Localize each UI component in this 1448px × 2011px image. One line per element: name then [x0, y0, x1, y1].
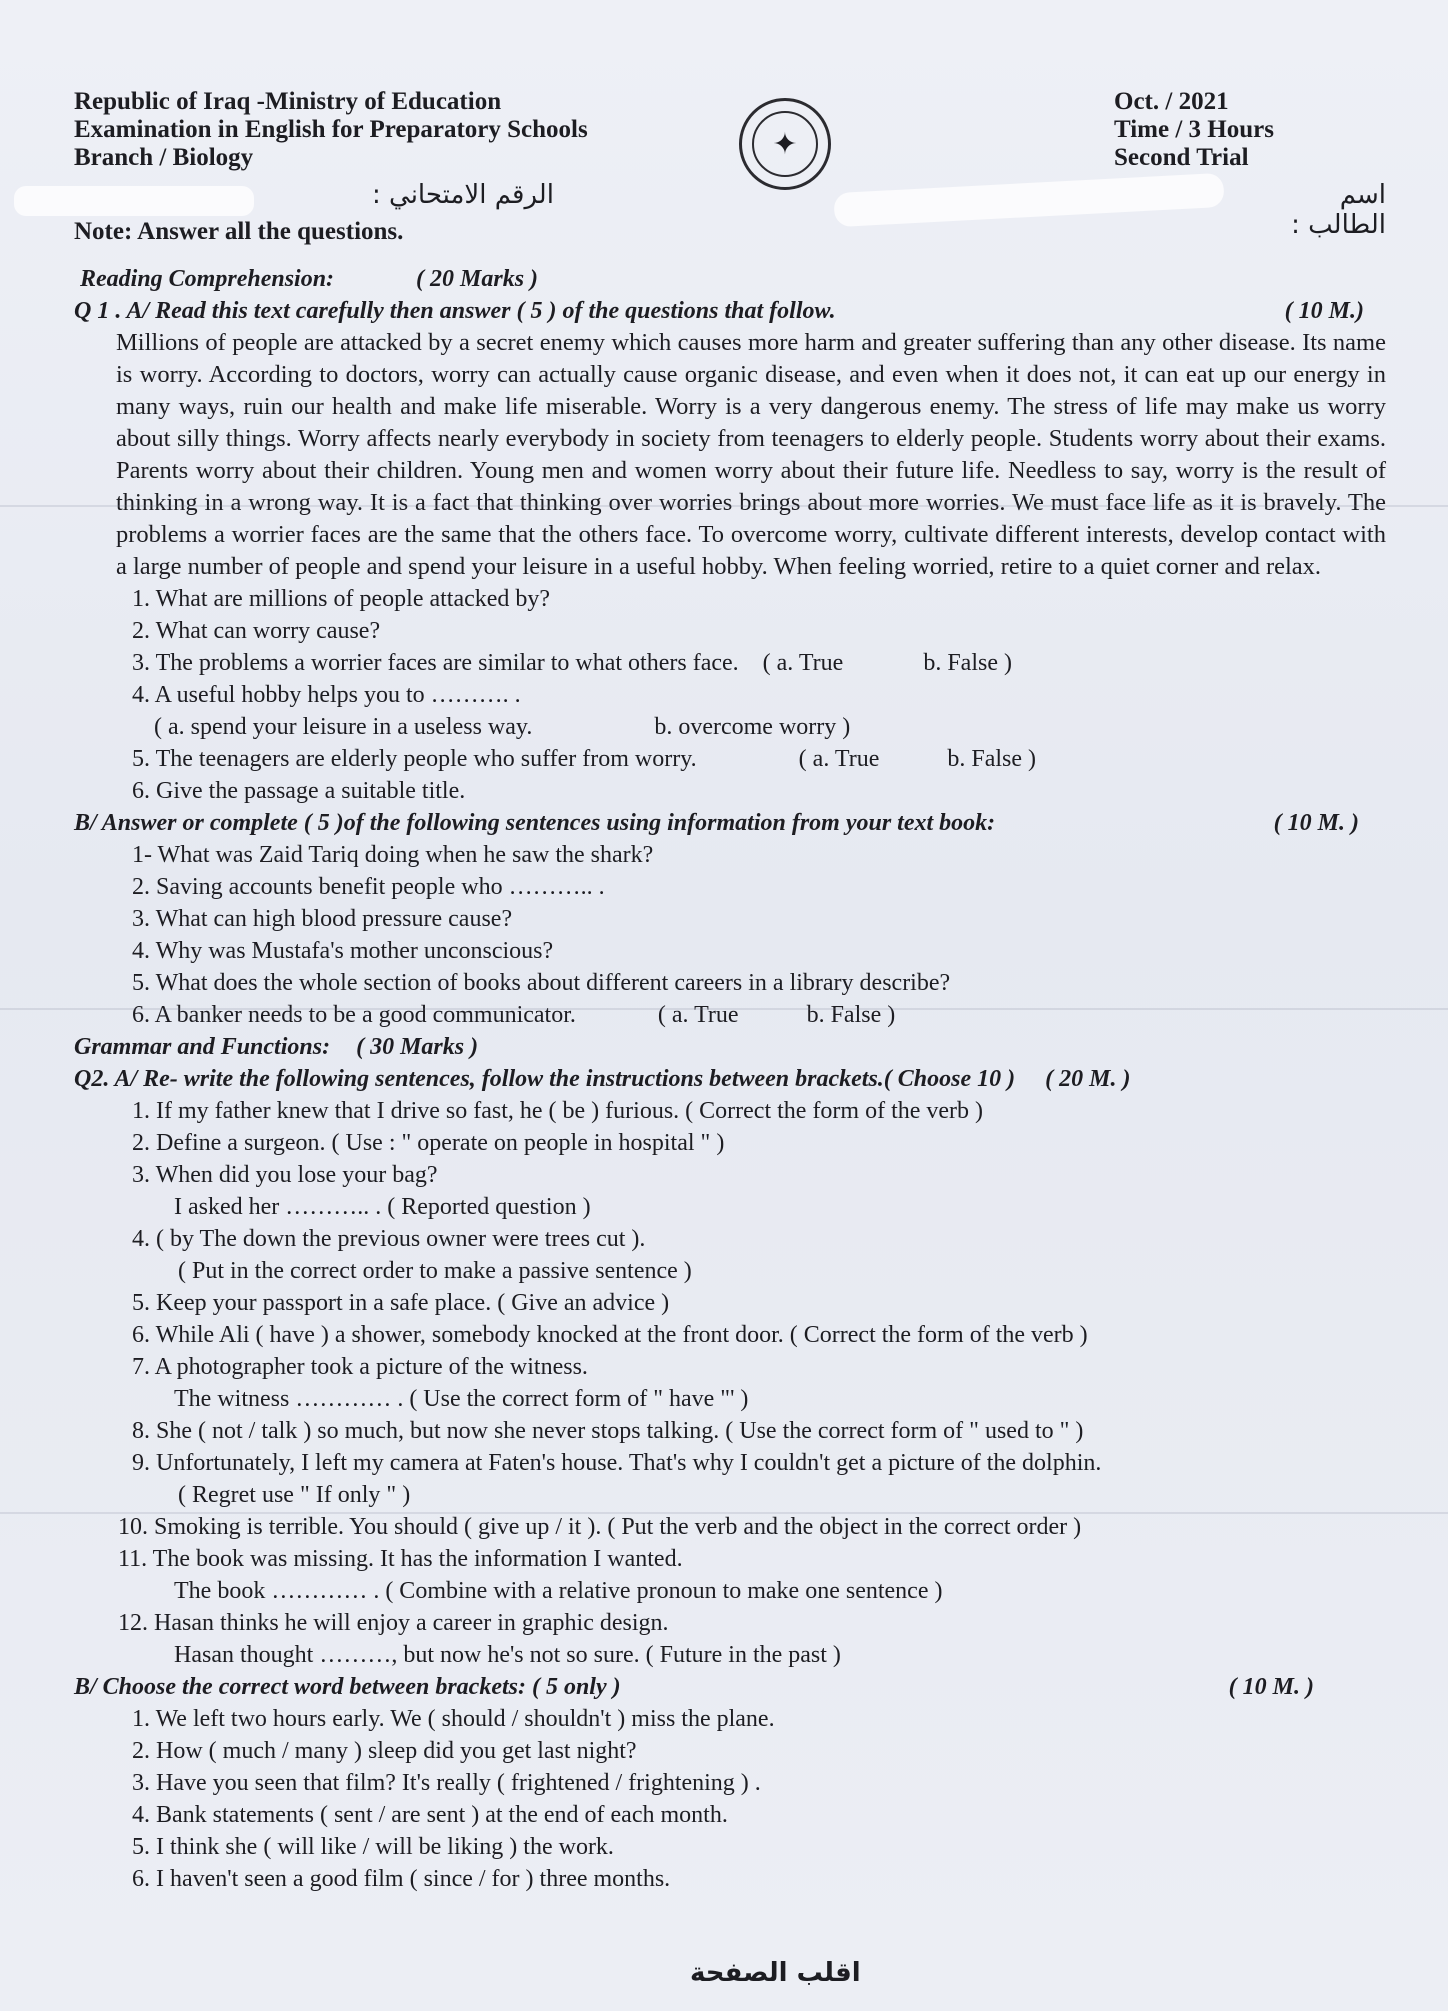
exam-header: [74, 88, 1386, 263]
q2b-item: 5. I think she ( will like / will be liking ) the work.: [132, 1834, 614, 1860]
q1a-title-row: [74, 295, 1364, 327]
q2a-item: Hasan thought ………, but now he's not so sure. ( Future in the past ): [174, 1642, 841, 1668]
q1b-marks: ( 10 M. ): [1273, 810, 1359, 836]
exam-line: Examination in English for Preparatory Schools: [74, 116, 588, 143]
q2a-title: Q2. A/ Re- write the following sentences, follow the instructions between brackets.( Choose 10 ): [74, 1066, 1016, 1092]
q1b-title: B/ Answer or complete ( 5 )of the following sentences using information from your text book:: [74, 810, 996, 836]
q1b-question: 5. What does the whole section of books about different careers in a library describe?: [132, 970, 951, 996]
student-name-label: اسم الطالب :: [1291, 180, 1386, 240]
q2a-list: [74, 1095, 1386, 1671]
redaction-mark: [833, 173, 1224, 227]
reading-section: [74, 263, 1386, 1031]
q2a-marks: ( 20 M. ): [1045, 1066, 1131, 1092]
q2b-item: 3. Have you seen that film? It's really ( frightened / frightening ) .: [132, 1770, 761, 1796]
option-b: b. overcome worry ): [654, 714, 851, 740]
q2b-item: 6. I haven't seen a good film ( since / for ) three months.: [132, 1866, 671, 1892]
q1b-question: [132, 999, 1386, 1031]
q1a-question-text: 3. The problems a worrier faces are similar to what others face.: [132, 650, 739, 676]
q2a-item: The book ………… . ( Combine with a relative pronoun to make one sentence ): [174, 1578, 943, 1604]
exam-time: Time / 3 Hours: [1114, 116, 1274, 143]
q2a-title-row: [74, 1063, 1386, 1095]
option-true: ( a. True: [657, 1002, 739, 1028]
option-a: ( a. spend your leisure in a useless way.: [154, 714, 533, 740]
q1a-title: Q 1 . A/ Read this text carefully then answer ( 5 ) of the questions that follow.: [74, 298, 836, 324]
q2a-item: I asked her ……….. . ( Reported question ): [174, 1194, 591, 1220]
q2b-item: 4. Bank statements ( sent / are sent ) at the end of each month.: [132, 1802, 728, 1828]
header-right: [1114, 88, 1274, 172]
q2a-item: 1. If my father knew that I drive so fast, he ( be ) furious. ( Correct the form of the verb ): [132, 1098, 984, 1124]
exam-number-label: الرقم الامتحاني :: [372, 180, 554, 210]
option-true: ( a. True: [798, 746, 880, 772]
grammar-heading-text: Grammar and Functions:: [74, 1034, 331, 1060]
q1a-question: 4. A useful hobby helps you to ………. .: [132, 682, 521, 708]
header-left: [74, 88, 588, 172]
exam-note: Note: Answer all the questions.: [74, 218, 404, 245]
q2a-item: 3. When did you lose your bag?: [132, 1162, 438, 1188]
q2a-item: 8. She ( not / talk ) so much, but now she never stops talking. ( Use the correct form of " used to " ): [132, 1418, 1084, 1444]
option-false: b. False ): [947, 746, 1036, 772]
q2a-item: 10. Smoking is terrible. You should ( give up / it ). ( Put the verb and the object in the correct order ): [118, 1514, 1082, 1540]
q1a-question: [132, 743, 1386, 775]
q2a-item: 9. Unfortunately, I left my camera at Faten's house. That's why I couldn't get a picture of the dolphin.: [132, 1450, 1102, 1476]
q2a-item: 4. ( by The down the previous owner were trees cut ).: [132, 1226, 646, 1252]
q2a-item: The witness ………… . ( Use the correct form of " have "' ): [174, 1386, 749, 1412]
reading-heading-text: Reading Comprehension:: [80, 266, 335, 292]
q1b-title-row: [74, 807, 1359, 839]
q2b-title: B/ Choose the correct word between brackets: ( 5 only ): [74, 1674, 621, 1700]
q1b-question: 3. What can high blood pressure cause?: [132, 906, 513, 932]
exam-trial: Second Trial: [1114, 144, 1249, 171]
q2a-item: 6. While Ali ( have ) a shower, somebody knocked at the front door. ( Correct the form of the verb ): [132, 1322, 1088, 1348]
q2a-item: 11. The book was missing. It has the information I wanted.: [118, 1546, 683, 1572]
q1b-question: 4. Why was Mustafa's mother unconscious?: [132, 938, 554, 964]
q1b-question: 2. Saving accounts benefit people who ……….. .: [132, 874, 605, 900]
q2b-title-row: [74, 1671, 1314, 1703]
exam-date: Oct. / 2021: [1114, 88, 1229, 115]
q2b-item: 1. We left two hours early. We ( should / shouldn't ) miss the plane.: [132, 1706, 775, 1732]
reading-heading: [80, 263, 1386, 295]
paper-fold: [0, 1008, 1448, 1010]
reading-passage: Millions of people are attacked by a secret enemy which causes more harm and greater suffering than any other disease. Its name is worry. According to doctors, worry can actually cause organic disease, and even when it does not, it can eat up our energy in many ways, ruin our health and make life miserable. Worry is a very dangerous enemy. The stress of life may make us worry about silly things. Worry affects nearly everybody in society from teenagers to elderly people. Students worry about their exams. Parents worry about their children. Young men and women worry about their future life. Needless to say, worry is the result of thinking in a wrong way. It is a fact that thinking over worries brings about more worries. We must face life as it is bravely. The problems a worrier faces are the same that the others face. To overcome worry, cultivate different interests, develop contact with a large number of people and spend your leisure in a useful hobby. When feeling worried, retire to a quiet corner and relax.: [116, 329, 1386, 580]
option-false: b. False ): [806, 1002, 896, 1028]
q2a-item: 7. A photographer took a picture of the witness.: [132, 1354, 588, 1380]
paper-fold: [0, 1512, 1448, 1514]
paper-fold: [0, 505, 1448, 507]
q1b-question: 1- What was Zaid Tariq doing when he saw the shark?: [132, 842, 654, 868]
reading-heading-marks: ( 20 Marks ): [416, 266, 539, 292]
q2b-marks: ( 10 M. ): [1228, 1674, 1314, 1700]
option-true: ( a. True: [762, 650, 844, 676]
q1a-question: 2. What can worry cause?: [132, 618, 381, 644]
grammar-heading: [74, 1031, 1386, 1063]
branch-line: Branch / Biology: [74, 144, 254, 171]
q2a-item: ( Put in the correct order to make a passive sentence ): [178, 1258, 692, 1284]
q1a-question: 1. What are millions of people attacked by?: [132, 586, 551, 612]
ministry-line: Republic of Iraq -Ministry of Education: [74, 88, 502, 115]
grammar-heading-marks: ( 30 Marks ): [356, 1034, 479, 1060]
q1b-question-text: 6. A banker needs to be a good communicator.: [132, 1002, 576, 1028]
q1a-question-text: 5. The teenagers are elderly people who suffer from worry.: [132, 746, 697, 772]
q1a-question: 6. Give the passage a suitable title.: [132, 778, 466, 804]
ministry-seal-icon: ✦: [739, 98, 831, 190]
q1a-options: [154, 711, 1386, 743]
q2a-item: ( Regret use " If only " ): [178, 1482, 411, 1508]
q1a-marks: ( 10 M.): [1284, 298, 1364, 324]
q2b-list: [74, 1703, 1386, 1895]
option-false: b. False ): [923, 650, 1012, 676]
q2b-item: 2. How ( much / many ) sleep did you get last night?: [132, 1738, 637, 1764]
grammar-section: [74, 1031, 1386, 1895]
q2a-item: 5. Keep your passport in a safe place. ( Give an advice ): [132, 1290, 670, 1316]
turn-page-note: اقلب الصفحة: [690, 1958, 861, 1988]
redaction-mark: [14, 186, 254, 216]
q2a-item: 12. Hasan thinks he will enjoy a career in graphic design.: [118, 1610, 669, 1636]
q2a-item: 2. Define a surgeon. ( Use : " operate on people in hospital " ): [132, 1130, 725, 1156]
q1a-question: [132, 647, 1386, 679]
